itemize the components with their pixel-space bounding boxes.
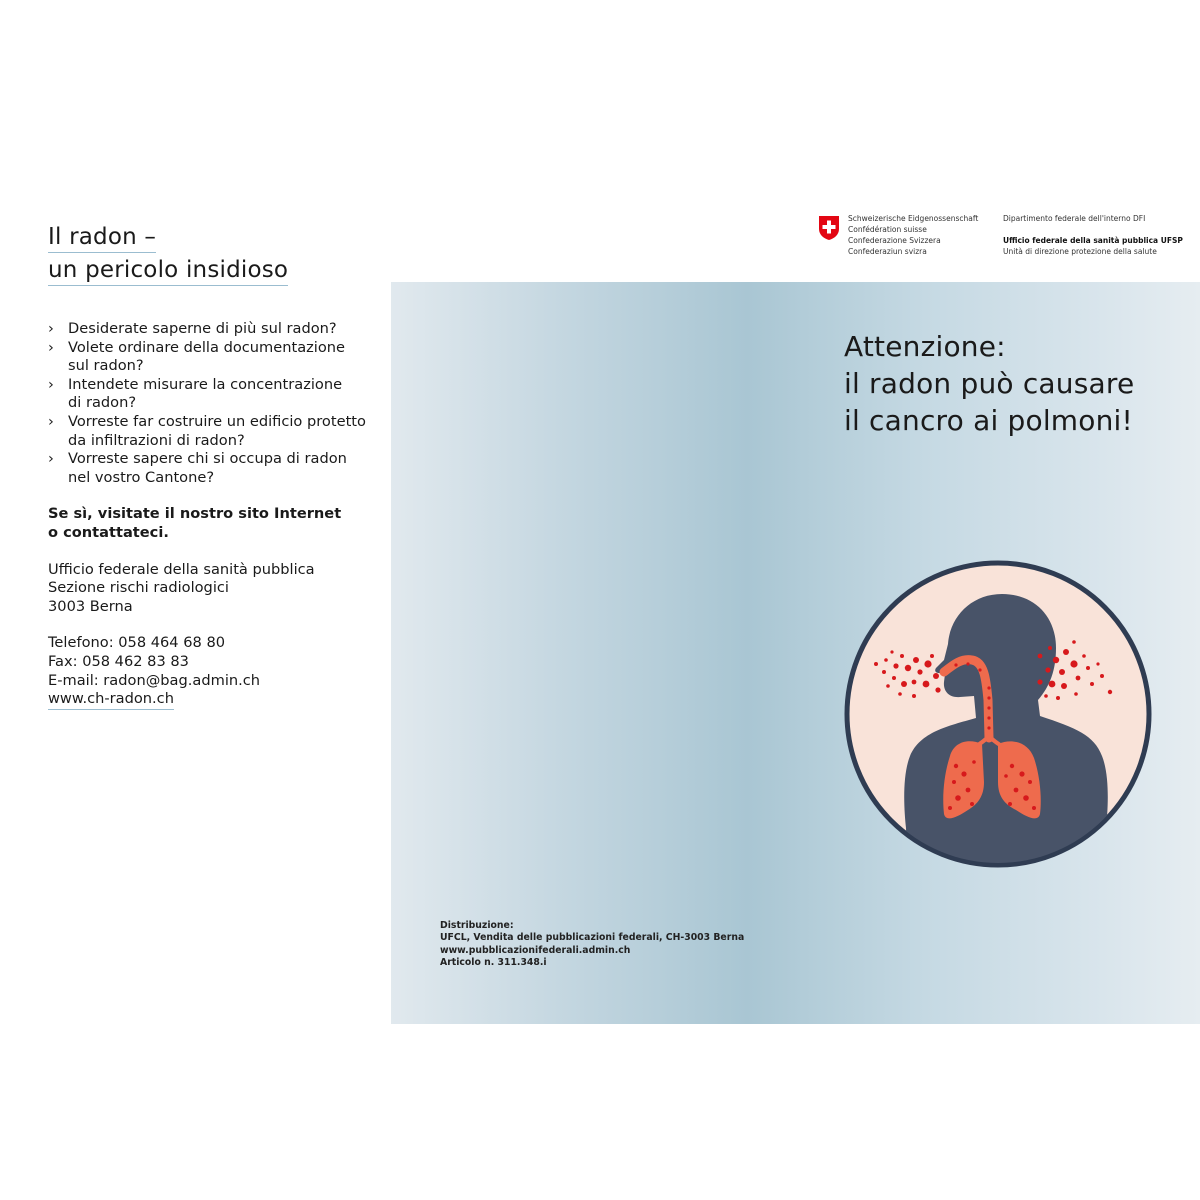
cta-line-2: o contattateci.: [48, 523, 169, 541]
panel-title: [48, 222, 378, 288]
headline-line-2: il radon può causare: [844, 367, 1135, 400]
email-address[interactable]: E-mail: radon@bag.admin.ch: [48, 671, 261, 689]
unit-name: Unità di direzione protezione della salute: [1003, 247, 1157, 256]
confederation-fr: Confédération suisse: [848, 225, 927, 234]
question-text: di radon?: [68, 394, 137, 412]
title-line-1: Il radon –: [48, 222, 156, 253]
chevron-right-icon: ›: [48, 375, 54, 393]
cta-line-1: Se sì, visitate il nostro sito Internet: [48, 505, 342, 523]
fax-number: Fax: 058 462 83 83: [48, 652, 189, 670]
distribution-info: [440, 920, 744, 970]
department-name: Dipartimento federale dell'interno DFI: [1003, 214, 1146, 223]
confederation-names: [848, 213, 978, 257]
federal-logo-block: [818, 213, 1188, 263]
question-text: nel vostro Cantone?: [68, 468, 215, 486]
question-text: sul radon?: [68, 357, 144, 375]
confederation-de: Schweizerische Eidgenossenschaft: [848, 214, 979, 223]
headline-line-3: il cancro ai polmoni!: [844, 404, 1133, 437]
cover-headline: [844, 328, 1184, 439]
question-list: [48, 320, 378, 487]
cover-panel: [391, 282, 1200, 1024]
question-text: Intendete misurare la concentrazione: [68, 375, 343, 393]
question-text: Volete ordinare della documentazione: [68, 338, 346, 356]
distribution-label: Distribuzione:: [440, 920, 514, 931]
back-panel: [48, 222, 378, 710]
article-number: Articolo n. 311.348.i: [440, 957, 547, 969]
confederation-it: Confederazione Svizzera: [848, 236, 941, 245]
title-line-2: un pericolo insidioso: [48, 255, 288, 286]
address-city: 3003 Berna: [48, 597, 133, 615]
question-item: [48, 376, 378, 413]
swiss-cross-icon: [818, 215, 840, 241]
chevron-right-icon: ›: [48, 320, 54, 337]
contact-info: [48, 634, 378, 709]
question-text: Desiderate saperne di più sul radon?: [68, 320, 337, 337]
question-item: [48, 413, 378, 450]
chevron-right-icon: ›: [48, 338, 54, 356]
distributor-name: UFCL, Vendita delle pubblicazioni federali, CH-3003 Berna: [440, 932, 745, 944]
headline-line-1: Attenzione:: [844, 330, 1006, 363]
address-office: Ufficio federale della sanità pubblica: [48, 560, 315, 578]
question-item: [48, 339, 378, 376]
call-to-action: [48, 505, 378, 542]
question-text: Vorreste sapere chi si occupa di radon: [68, 450, 347, 468]
confederation-rm: Confederaziun svizra: [848, 247, 927, 256]
question-text: da infiltrazioni di radon?: [68, 431, 245, 449]
website-link[interactable]: www.ch-radon.ch: [48, 690, 174, 710]
question-text: Vorreste far costruire un edificio protetto: [68, 412, 366, 430]
chevron-right-icon: ›: [48, 412, 54, 430]
office-name: Ufficio federale della sanità pubblica UFSP: [1003, 236, 1183, 245]
office-address: [48, 561, 378, 617]
phone-number: Telefono: 058 464 68 80: [48, 634, 226, 652]
department-info: [1003, 213, 1188, 257]
question-item: [48, 450, 378, 487]
human-lungs-illustration: [844, 560, 1152, 868]
distributor-url[interactable]: www.pubblicazionifederali.admin.ch: [440, 944, 631, 956]
address-section: Sezione rischi radiologici: [48, 579, 229, 597]
chevron-right-icon: ›: [48, 450, 54, 468]
question-item: [48, 320, 378, 339]
